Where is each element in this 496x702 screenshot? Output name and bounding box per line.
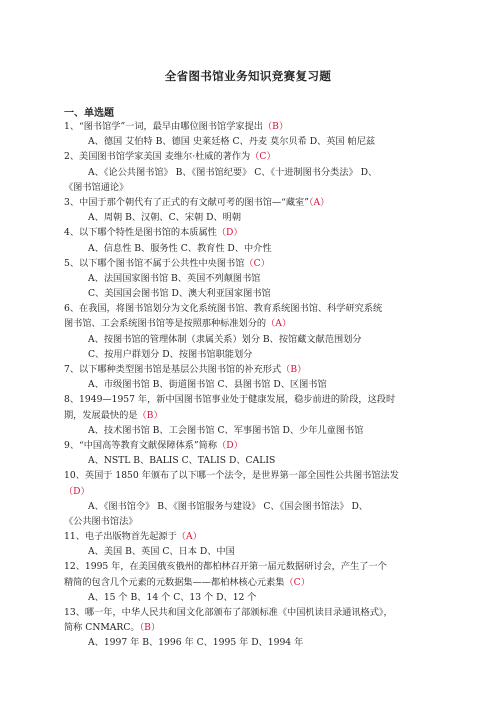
- question-line: [64, 256, 444, 271]
- line-text: 《图书馆通论》: [64, 181, 129, 193]
- question-line: [64, 468, 444, 483]
- section-heading: 一、单选题: [64, 108, 114, 119]
- answer-mark: （B）: [263, 121, 289, 132]
- line-text: 13、哪一年，中华人民共和国文化部颁布了部颁标准《中国机读目录通讯格式》，: [64, 607, 393, 618]
- line-text: A、美国 B、英国 C、日本 D、中国: [88, 546, 235, 558]
- option-line: [64, 332, 444, 347]
- document-title: 全省图书馆业务知识竞赛复习题: [164, 69, 332, 83]
- answer-mark: （C）: [284, 576, 310, 588]
- question-line: [64, 392, 444, 407]
- line-text: 5、以下哪个图书馆不属于公共性中央图书馆: [64, 257, 245, 269]
- question-line: [64, 149, 444, 164]
- answer-mark: （B）: [137, 409, 163, 421]
- option-line: [64, 271, 444, 286]
- option-line: [64, 544, 444, 559]
- line-text: A、法国国家图书馆 B、英国不列颠图书馆: [88, 272, 261, 284]
- line-text: 9、“中国高等教育文献保障体系”简称: [64, 439, 218, 451]
- question-line: [64, 438, 444, 453]
- line-text: A、15 个 B、14 个 C、13 个 D、12 个: [88, 591, 257, 603]
- question-line: [64, 575, 444, 590]
- option-line: [64, 210, 444, 225]
- question-line: [64, 514, 444, 529]
- question-line: [64, 225, 444, 240]
- line-text: A、《论公共图书馆》 B、《图书馆纪要》 C、《十进制图书分类法》 D、: [88, 166, 378, 178]
- line-text: A、按图书馆的管理体制（隶属关系）划分 B、按馆藏文献范围划分: [88, 333, 362, 345]
- line-text: 4、以下哪个特性是图书馆的本质属性: [64, 227, 217, 239]
- option-line: [64, 347, 444, 362]
- line-text: 期，发展最快的是: [64, 409, 138, 421]
- answer-mark: （D）: [217, 439, 243, 451]
- line-text: C、美国国会图书馆 D、澳大利亚国家图书馆: [88, 288, 271, 300]
- question-line: [64, 195, 444, 210]
- line-text: 2、美国图书馆学家美国 麦维尔·杜威的著作为: [64, 151, 251, 163]
- question-list: [64, 119, 444, 651]
- question-line: [64, 408, 444, 423]
- question-line: [64, 316, 444, 331]
- line-text: 11、电子出版物首先起源于: [64, 531, 177, 543]
- line-text: 12、1995 年，在美国俄亥俄州的都柏林召开第一届元数据研讨会，产生了一个: [64, 561, 387, 573]
- answer-mark: （D）: [64, 485, 90, 497]
- answer-mark: （B）: [139, 622, 161, 634]
- answer-mark: （B）: [281, 364, 307, 375]
- line-text: 6、在我国，将图书馆划分为文化系统图书馆、教育系统图书馆、科学研究系统: [64, 303, 383, 315]
- line-text: 10、英国于 1850 年颁布了以下哪一个法令，是世界第一部全国性公共图书馆法发: [64, 470, 399, 482]
- question-line: [64, 484, 444, 499]
- line-text: A、德国 艾伯特 B、德国 史莱廷格 C、丹麦 莫尔贝希 D、英国 帕尼兹: [88, 136, 376, 148]
- answer-mark: （D）: [216, 227, 243, 239]
- question-line: [64, 301, 444, 316]
- line-text: A、周朝 B、汉朝、C、宋朝 D、明朝: [88, 212, 242, 224]
- line-text: A、技术图书馆 B、工会图书馆 C、军事图书馆 D、少年儿童图书馆: [88, 424, 364, 436]
- question-line: [64, 620, 444, 635]
- line-text: 8、1949—1957 年，新中国图书馆事业处于健康发展，稳步前进的阶段，这段时: [64, 394, 396, 406]
- line-text: 图书馆、工会系统图书馆等是按照那种标准划分的: [64, 318, 267, 330]
- line-text: 精简的包含几个元素的元数据集——都柏林核心元素集: [64, 576, 285, 588]
- option-line: [64, 499, 444, 514]
- line-text: A、信息性 B、服务性 C、教育性 D、中介性: [88, 242, 272, 254]
- line-text: C、按用户群划分 D、按图书馆职能划分: [88, 348, 253, 360]
- answer-mark: （A）: [176, 531, 202, 543]
- line-text: A、NSTL B、BALIS C、TALIS D、CALIS: [88, 455, 276, 467]
- option-line: [64, 165, 444, 180]
- answer-mark: （C）: [250, 151, 276, 163]
- answer-mark: （C）: [244, 257, 270, 269]
- question-line: [64, 529, 444, 544]
- line-text: 1、“图书馆学”一词，最早由哪位图书馆学家提出: [64, 121, 263, 132]
- line-text: 3、中国于那个朝代有了正式的有文献可考的图书馆—“藏室”: [64, 196, 309, 208]
- line-text: A、市级图书馆 B、街道图书馆 C、县图书馆 D、区图书馆: [88, 379, 327, 391]
- line-text: A、1997 年 B、1996 年 C、1995 年 D、1994 年: [88, 637, 304, 649]
- option-line: [64, 286, 444, 301]
- question-line: [64, 559, 444, 574]
- line-text: 简称 CNMARC。: [64, 622, 140, 634]
- question-line: [64, 180, 444, 195]
- option-line: [64, 590, 444, 605]
- line-text: 《公共图书馆法》: [64, 515, 138, 527]
- line-text: A、《图书馆令》 B、《图书馆服务与建设》 C、《国会图书馆法》 D、: [88, 500, 368, 512]
- option-line: [64, 453, 444, 468]
- answer-mark: （A）: [266, 318, 292, 330]
- question-line: [64, 119, 444, 134]
- option-line: [64, 134, 444, 149]
- option-line: [64, 423, 444, 438]
- question-line: [64, 362, 444, 377]
- option-line: [64, 635, 444, 650]
- line-text: 7、以下哪种类型图书馆是基层公共图书馆的补充形式: [64, 364, 282, 375]
- option-line: [64, 241, 444, 256]
- question-line: [64, 605, 444, 620]
- option-line: [64, 377, 444, 392]
- answer-mark: （A）: [308, 196, 330, 208]
